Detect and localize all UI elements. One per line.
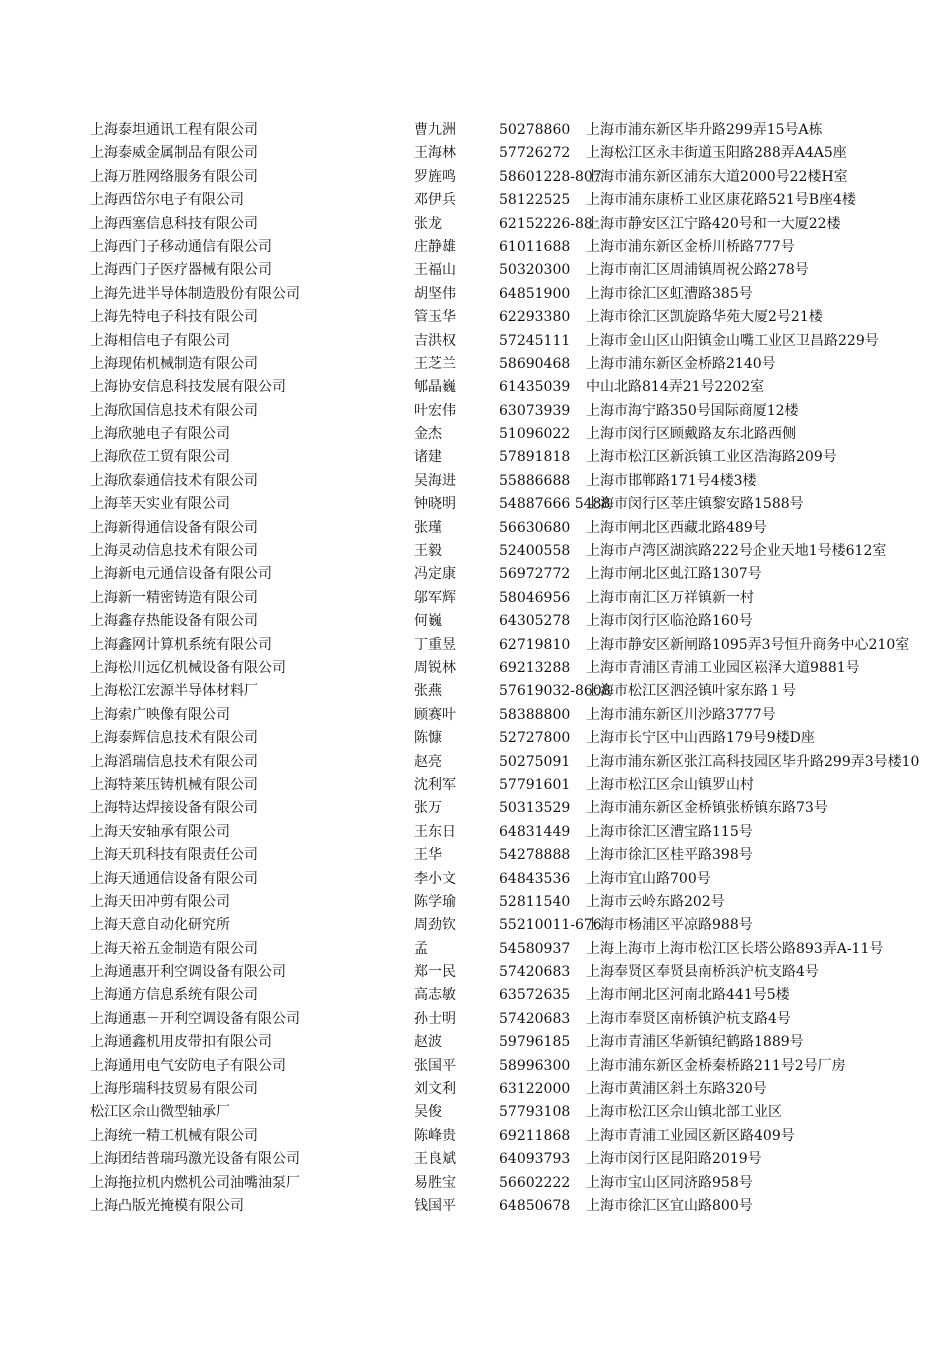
address-cell: 上海奉贤区奉贤县南桥浜沪杭支路4号	[586, 964, 819, 981]
address-cell: 上海市浦东新区金桥秦桥路211号2号厂房	[586, 1057, 846, 1074]
table-row	[0, 821, 950, 844]
contact-person-cell: 周劲钦	[414, 917, 456, 934]
contact-person-cell: 张龙	[414, 215, 442, 232]
company-name-cell: 上海松江宏源半导体材料厂	[90, 683, 258, 700]
table-row	[0, 1008, 950, 1031]
contact-person-cell: 高志敏	[414, 987, 456, 1004]
address-cell: 上海市宜山路700号	[586, 870, 711, 887]
contact-person-cell: 王东日	[414, 823, 456, 840]
contact-person-cell: 罗旌鸣	[414, 168, 456, 185]
address-cell: 上海上海市上海市松江区长塔公路893弄A-11号	[586, 940, 884, 957]
contact-person-cell: 张瑾	[414, 519, 442, 536]
address-cell: 上海市浦东新区张江高科技园区毕升路299弄3号楼10	[586, 753, 920, 770]
company-name-cell: 上海通方信息系统有限公司	[90, 987, 258, 1004]
company-name-cell: 松江区佘山微型轴承厂	[90, 1104, 230, 1121]
address-cell: 上海市青浦工业园区新区路409号	[586, 1127, 795, 1144]
phone-cell: 57793108	[499, 1104, 571, 1121]
table-row	[0, 914, 950, 937]
phone-cell: 54580937	[499, 940, 571, 957]
contact-person-cell: 何巍	[414, 613, 442, 630]
company-name-cell: 上海先特电子科技有限公司	[90, 309, 258, 326]
company-name-cell: 上海通用电气安防电子有限公司	[90, 1057, 286, 1074]
table-row	[0, 727, 950, 750]
address-cell: 上海市海宁路350号国际商厦12楼	[586, 402, 799, 419]
contact-person-cell: 郑一民	[414, 964, 456, 981]
table-row	[0, 1148, 950, 1171]
company-name-cell: 上海索广映像有限公司	[90, 706, 230, 723]
address-cell: 上海市松江区佘山镇罗山村	[586, 776, 754, 793]
phone-cell: 56630680	[499, 519, 571, 536]
table-row	[0, 446, 950, 469]
contact-person-cell: 刘文利	[414, 1081, 456, 1098]
company-name-cell: 上海泰坦通讯工程有限公司	[90, 122, 258, 138]
company-name-cell: 上海统一精工机械有限公司	[90, 1127, 258, 1144]
phone-cell: 50320300	[499, 262, 571, 279]
phone-cell: 64850678	[499, 1197, 571, 1214]
phone-cell: 62719810	[499, 636, 571, 653]
phone-cell: 54278888	[499, 847, 571, 864]
table-row	[0, 610, 950, 633]
company-name-cell: 上海彤瑞科技贸易有限公司	[90, 1081, 258, 1098]
contact-person-cell: 王良斌	[414, 1151, 456, 1168]
company-directory-sheet	[0, 119, 950, 1224]
contact-person-cell: 邬军辉	[414, 589, 456, 606]
phone-cell: 58388800	[499, 706, 571, 723]
phone-cell: 50278860	[499, 122, 571, 138]
company-name-cell: 上海天意自动化研究所	[90, 917, 230, 934]
address-cell: 上海市黄浦区斜土东路320号	[586, 1081, 767, 1098]
address-cell: 上海市浦东新区毕升路299弄15号A栋	[586, 122, 823, 138]
table-row	[0, 657, 950, 680]
address-cell: 上海市南汇区周浦镇周祝公路278号	[586, 262, 809, 279]
address-cell: 上海市松江区泗泾镇叶家东路１号	[586, 683, 796, 700]
table-row	[0, 189, 950, 212]
table-row	[0, 213, 950, 236]
address-cell: 上海市浦东新区金桥镇张桥镇东路73号	[586, 800, 828, 817]
phone-cell: 62293380	[499, 309, 571, 326]
phone-cell: 58601228-807	[499, 168, 602, 185]
phone-cell: 52400558	[499, 543, 571, 560]
contact-person-cell: 王毅	[414, 543, 442, 560]
company-name-cell: 上海万胜网络服务有限公司	[90, 168, 258, 185]
company-name-cell: 上海拖拉机内燃机公司油嘴油泵厂	[90, 1174, 300, 1191]
table-row	[0, 704, 950, 727]
address-cell: 上海市闵行区顾戴路友东北路西侧	[586, 426, 796, 443]
contact-person-cell: 丁重昱	[414, 636, 456, 653]
phone-cell: 58996300	[499, 1057, 571, 1074]
address-cell: 上海市闸北区西藏北路489号	[586, 519, 767, 536]
phone-cell: 55210011-676	[499, 917, 602, 934]
company-name-cell: 上海西门子医疗器械有限公司	[90, 262, 272, 279]
company-name-cell: 上海欣驰电子有限公司	[90, 426, 230, 443]
table-row	[0, 376, 950, 399]
company-name-cell: 上海西门子移动通信有限公司	[90, 238, 272, 255]
phone-cell: 56972772	[499, 566, 571, 583]
address-cell: 上海市奉贤区南桥镇沪杭支路4号	[586, 1010, 791, 1027]
phone-cell: 57891818	[499, 449, 571, 466]
contact-person-cell: 诸建	[414, 449, 442, 466]
phone-cell: 64843536	[499, 870, 571, 887]
contact-person-cell: 赵波	[414, 1034, 442, 1051]
company-name-cell: 上海新得通信设备有限公司	[90, 519, 258, 536]
contact-person-cell: 孟	[414, 940, 428, 957]
phone-cell: 54887666 5488	[499, 496, 611, 513]
contact-person-cell: 赵亮	[414, 753, 442, 770]
table-row	[0, 306, 950, 329]
phone-cell: 57420683	[499, 964, 571, 981]
address-cell: 上海市金山区山阳镇金山嘴工业区卫昌路229号	[586, 332, 879, 349]
phone-cell: 58122525	[499, 192, 571, 209]
phone-cell: 63073939	[499, 402, 571, 419]
address-cell: 上海市长宁区中山西路179号9楼D座	[586, 730, 815, 747]
contact-person-cell: 张万	[414, 800, 442, 817]
phone-cell: 69211868	[499, 1127, 571, 1144]
contact-person-cell: 管玉华	[414, 309, 456, 326]
phone-cell: 52727800	[499, 730, 571, 747]
phone-cell: 63122000	[499, 1081, 571, 1098]
contact-person-cell: 李小文	[414, 870, 456, 887]
phone-cell: 59796185	[499, 1034, 571, 1051]
phone-cell: 58690468	[499, 355, 571, 372]
table-row	[0, 680, 950, 703]
contact-person-cell: 顾赛叶	[414, 706, 456, 723]
contact-person-cell: 王福山	[414, 262, 456, 279]
address-cell: 上海市青浦区青浦工业园区崧泽大道9881号	[586, 659, 860, 676]
table-row	[0, 984, 950, 1007]
address-cell: 上海市浦东新区金桥川桥路777号	[586, 238, 795, 255]
company-name-cell: 上海灵动信息技术有限公司	[90, 543, 258, 560]
table-row	[0, 868, 950, 891]
table-row	[0, 634, 950, 657]
company-name-cell: 上海鑫存热能设备有限公司	[90, 613, 258, 630]
address-cell: 上海市徐汇区漕宝路115号	[586, 823, 753, 840]
company-name-cell: 上海西塞信息科技有限公司	[90, 215, 258, 232]
company-name-cell: 上海天玑科技有限责任公司	[90, 847, 258, 864]
company-name-cell: 上海天通通信设备有限公司	[90, 870, 258, 887]
company-name-cell: 上海现佑机械制造有限公司	[90, 355, 258, 372]
table-row	[0, 1172, 950, 1195]
company-name-cell: 上海滔瑞信息技术有限公司	[90, 753, 258, 770]
company-name-cell: 上海欣莅工贸有限公司	[90, 449, 230, 466]
table-row	[0, 587, 950, 610]
table-row	[0, 330, 950, 353]
table-row	[0, 563, 950, 586]
contact-person-cell: 吴海进	[414, 472, 456, 489]
phone-cell: 61435039	[499, 379, 571, 396]
phone-cell: 57619032-8608	[499, 683, 611, 700]
company-name-cell: 上海西岱尔电子有限公司	[90, 192, 244, 209]
address-cell: 上海市松江区佘山镇北部工业区	[586, 1104, 782, 1121]
address-cell: 上海市卢湾区湖滨路222号企业天地1号楼612室	[586, 543, 887, 560]
contact-person-cell: 吴俊	[414, 1104, 442, 1121]
phone-cell: 63572635	[499, 987, 571, 1004]
contact-person-cell: 张国平	[414, 1057, 456, 1074]
table-row	[0, 400, 950, 423]
company-name-cell: 上海先进半导体制造股份有限公司	[90, 285, 300, 302]
company-name-cell: 上海泰辉信息技术有限公司	[90, 730, 258, 747]
company-name-cell: 上海协安信息科技发展有限公司	[90, 379, 286, 396]
company-name-cell: 上海通惠开利空调设备有限公司	[90, 964, 286, 981]
table-row	[0, 517, 950, 540]
address-cell: 上海市徐汇区桂平路398号	[586, 847, 753, 864]
address-cell: 上海市徐汇区虹漕路385号	[586, 285, 753, 302]
address-cell: 上海市邯郸路171号4楼3楼	[586, 472, 757, 489]
contact-person-cell: 胡坚伟	[414, 285, 456, 302]
address-cell: 上海市宝山区同济路958号	[586, 1174, 753, 1191]
contact-person-cell: 庄静雄	[414, 238, 456, 255]
contact-person-cell: 郇晶巍	[414, 379, 456, 396]
contact-person-cell: 钱国平	[414, 1197, 456, 1214]
phone-cell: 56602222	[499, 1174, 571, 1191]
phone-cell: 57726272	[499, 145, 571, 162]
table-row	[0, 774, 950, 797]
address-cell: 上海市闵行区昆阳路2019号	[586, 1151, 762, 1168]
company-name-cell: 上海新一精密铸造有限公司	[90, 589, 258, 606]
contact-person-cell: 钟晓明	[414, 496, 456, 513]
table-row	[0, 236, 950, 259]
company-name-cell: 上海特莱压铸机械有限公司	[90, 776, 258, 793]
address-cell: 上海市浦东康桥工业区康花路521号B座4楼	[586, 192, 856, 209]
address-cell: 上海市青浦区华新镇纪鹤路1889号	[586, 1034, 804, 1051]
company-name-cell: 上海相信电子有限公司	[90, 332, 230, 349]
table-row	[0, 470, 950, 493]
table-row	[0, 1101, 950, 1124]
phone-cell: 52811540	[499, 893, 571, 910]
address-cell: 上海市静安区新闸路1095弄3号恒升商务中心210室	[586, 636, 910, 653]
contact-person-cell: 叶宏伟	[414, 402, 456, 419]
table-row	[0, 961, 950, 984]
phone-cell: 50313529	[499, 800, 571, 817]
phone-cell: 58046956	[499, 589, 571, 606]
address-cell: 上海松江区永丰街道玉阳路288弄A4A5座	[586, 145, 847, 162]
address-cell: 上海市静安区江宁路420号和一大厦22楼	[586, 215, 841, 232]
company-name-cell: 上海欣泰通信技术有限公司	[90, 472, 258, 489]
company-name-cell: 上海莘天实业有限公司	[90, 496, 230, 513]
table-row	[0, 1195, 950, 1218]
table-row	[0, 938, 950, 961]
address-cell: 上海市闸北区虬江路1307号	[586, 566, 762, 583]
phone-cell: 61011688	[499, 238, 571, 255]
table-row	[0, 751, 950, 774]
address-cell: 上海市松江区新浜镇工业区浩海路209号	[586, 449, 837, 466]
contact-person-cell: 邓伊兵	[414, 192, 456, 209]
phone-cell: 64831449	[499, 823, 571, 840]
company-name-cell: 上海鑫网计算机系统有限公司	[90, 636, 272, 653]
contact-person-cell: 周锐林	[414, 659, 456, 676]
address-cell: 上海市闸北区河南北路441号5楼	[586, 987, 790, 1004]
address-cell: 上海市徐汇区凯旋路华苑大厦2号21楼	[586, 309, 823, 326]
contact-person-cell: 王华	[414, 847, 442, 864]
table-row	[0, 423, 950, 446]
contact-person-cell: 王芝兰	[414, 355, 456, 372]
table-row	[0, 1125, 950, 1148]
phone-cell: 51096022	[499, 426, 571, 443]
phone-cell: 64093793	[499, 1151, 571, 1168]
address-cell: 上海市徐汇区宜山路800号	[586, 1197, 753, 1214]
table-row	[0, 166, 950, 189]
company-name-cell: 上海团结普瑞玛激光设备有限公司	[90, 1151, 300, 1168]
contact-person-cell: 陈慷	[414, 730, 442, 747]
company-name-cell: 上海通惠－开利空调设备有限公司	[90, 1010, 300, 1027]
contact-person-cell: 冯定康	[414, 566, 456, 583]
table-row	[0, 283, 950, 306]
contact-person-cell: 吉洪权	[414, 332, 456, 349]
address-cell: 上海市浦东新区浦东大道2000号22楼H室	[586, 168, 848, 185]
table-row	[0, 797, 950, 820]
company-name-cell: 上海凸版光掩模有限公司	[90, 1197, 244, 1214]
phone-cell: 50275091	[499, 753, 571, 770]
contact-person-cell: 孙士明	[414, 1010, 456, 1027]
contact-person-cell: 王海林	[414, 145, 456, 162]
contact-person-cell: 陈学瑜	[414, 893, 456, 910]
contact-person-cell: 金杰	[414, 426, 442, 443]
address-cell: 上海市云岭东路202号	[586, 893, 725, 910]
contact-person-cell: 曹九洲	[414, 122, 456, 138]
phone-cell: 64851900	[499, 285, 571, 302]
company-name-cell: 上海特达焊接设备有限公司	[90, 800, 258, 817]
phone-cell: 55886688	[499, 472, 571, 489]
table-row	[0, 353, 950, 376]
table-row	[0, 119, 950, 142]
phone-cell: 69213288	[499, 659, 571, 676]
contact-person-cell: 沈利军	[414, 776, 456, 793]
table-row	[0, 540, 950, 563]
phone-cell: 57791601	[499, 776, 571, 793]
contact-person-cell: 易胜宝	[414, 1174, 456, 1191]
address-cell: 上海市闵行区莘庄镇黎安路1588号	[586, 496, 804, 513]
contact-person-cell: 张燕	[414, 683, 442, 700]
table-row	[0, 259, 950, 282]
table-row	[0, 1055, 950, 1078]
address-cell: 上海市闵行区临沧路160号	[586, 613, 753, 630]
address-cell: 上海市浦东新区川沙路3777号	[586, 706, 776, 723]
company-name-cell: 上海天安轴承有限公司	[90, 823, 230, 840]
company-name-cell: 上海天田冲剪有限公司	[90, 893, 230, 910]
table-row	[0, 493, 950, 516]
table-row	[0, 1078, 950, 1101]
company-name-cell: 上海新电元通信设备有限公司	[90, 566, 272, 583]
company-name-cell: 上海泰威金属制品有限公司	[90, 145, 258, 162]
company-name-cell: 上海欣国信息技术有限公司	[90, 402, 258, 419]
table-row	[0, 142, 950, 165]
contact-person-cell: 陈峰贵	[414, 1127, 456, 1144]
table-row	[0, 891, 950, 914]
phone-cell: 57420683	[499, 1010, 571, 1027]
phone-cell: 57245111	[499, 332, 571, 349]
company-name-cell: 上海松川远亿机械设备有限公司	[90, 659, 286, 676]
company-name-cell: 上海天裕五金制造有限公司	[90, 940, 258, 957]
address-cell: 上海市浦东新区金桥路2140号	[586, 355, 776, 372]
phone-cell: 64305278	[499, 613, 571, 630]
phone-cell: 62152226-88	[499, 215, 593, 232]
address-cell: 上海市杨浦区平凉路988号	[586, 917, 753, 934]
table-row	[0, 844, 950, 867]
address-cell: 上海市南汇区万祥镇新一村	[586, 589, 754, 606]
table-row	[0, 1031, 950, 1054]
address-cell: 中山北路814弄21号2202室	[586, 379, 765, 396]
company-name-cell: 上海通鑫机用皮带扣有限公司	[90, 1034, 272, 1051]
